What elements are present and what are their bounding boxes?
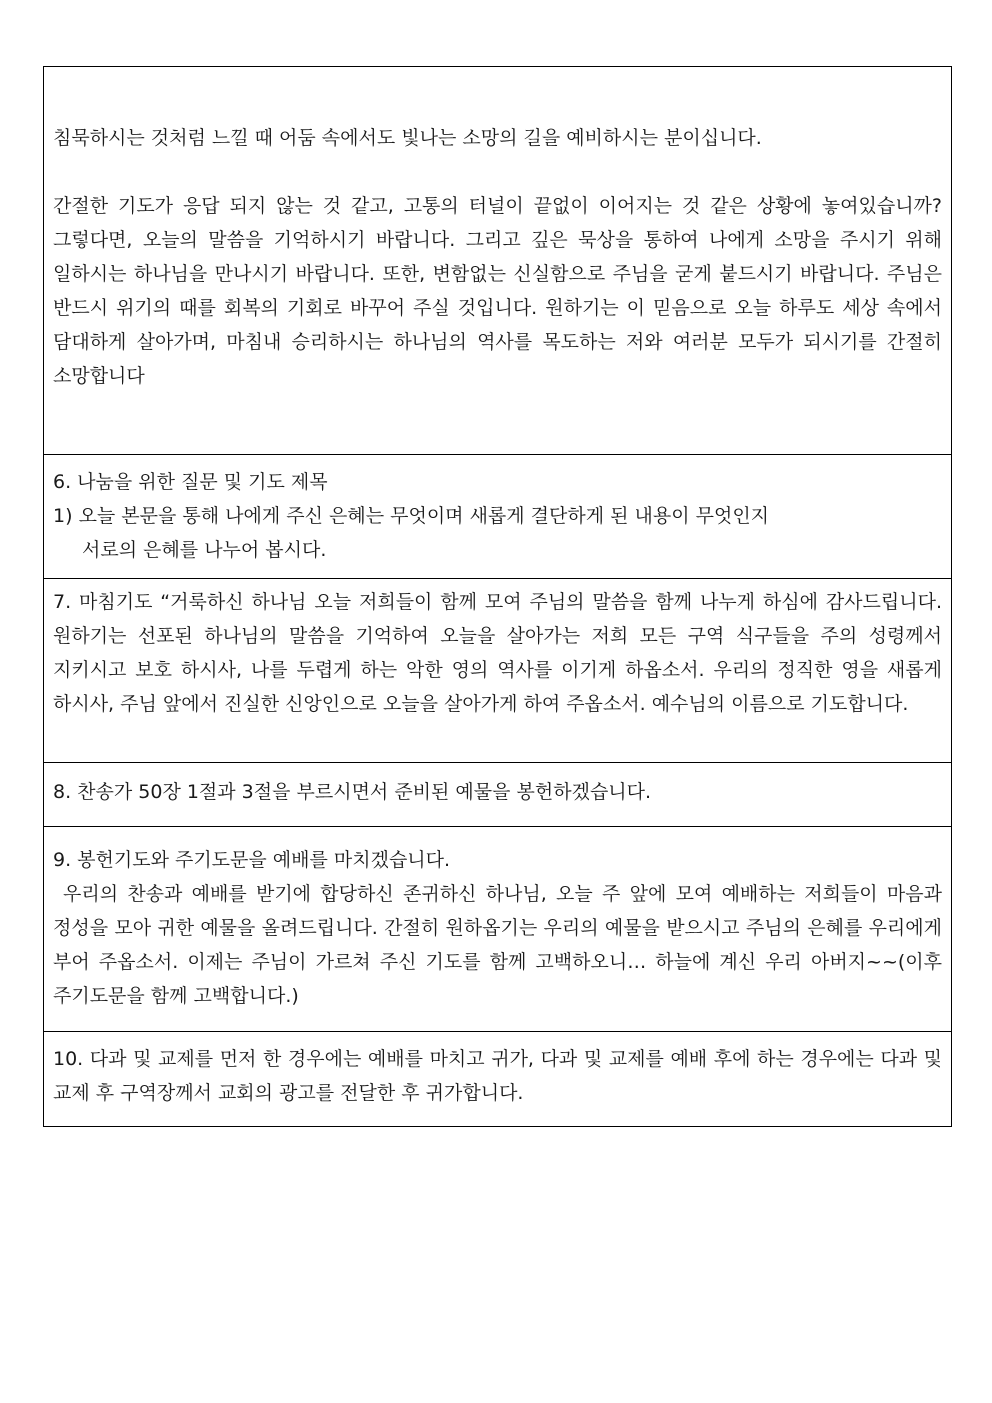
hymn-offering-text: 8. 찬송가 50장 1절과 3절을 부르시면서 준비된 예물을 봉헌하겠습니다. (53, 781, 652, 803)
offering-prayer-cell (44, 826, 951, 1031)
closing-prayer-text: 7. 마침기도 “거룩하신 하나님 오늘 저희들이 함께 모여 주님의 말씀을 함께 나누게 하심에 감사드립니다. 원하기는 선포된 하나님의 말씀을 기억하여 오늘을 살아가는 저희 모든 구역 식구들을 주의 성령께서 지키시고 보호 하시사, 나를 두렵게 하는 악한 영의 역사를 이기게 하옵소서. 우리의 정직한 영을 새롭게 하시사, 주님 앞에서 진실한 신앙인으로 오늘을 살아가게 하여 주옵소서. 예수님의 이름으로 기도합니다. (53, 591, 942, 715)
question-number: 1) (53, 505, 73, 527)
paragraph-gap (53, 155, 942, 189)
worship-guide-table (43, 66, 952, 1127)
sharing-questions-cell (44, 454, 951, 578)
fellowship-cell (44, 1031, 951, 1126)
message-intro-line: 침묵하시는 것처럼 느낄 때 어둠 속에서도 빛나는 소망의 길을 예비하시는 분이십니다. (53, 127, 762, 149)
sharing-question-1 (53, 499, 942, 533)
closing-message-cell (44, 67, 951, 454)
hymn-offering-cell (44, 762, 951, 826)
sharing-heading: 6. 나눔을 위한 질문 및 기도 제목 (53, 471, 328, 493)
message-paragraph: 간절한 기도가 응답 되지 않는 것 같고, 고통의 터널이 끝없이 이어지는 것 같은 상황에 놓여있습니까? 그렇다면, 오늘의 말씀을 기억하시기 바랍니다. 그리고 깊은 묵상을 통하여 나에게 소망을 주시기 위해 일하시는 하나님을 만나시기 바랍니다. 또한, 변함없는 신실함으로 주님을 굳게 붙드시기 바랍니다. 주님은 반드시 위기의 때를 회복의 기회로 바꾸어 주실 것입니다. 원하기는 이 믿음으로 오늘 하루도 세상 속에서 담대하게 살아가며, 마침내 승리하시는 하나님의 역사를 목도하는 저와 여러분 모두가 되시기를 간절히 소망합니다 (53, 195, 942, 387)
offering-prayer-heading: 9. 봉헌기도와 주기도문을 예배를 마치겠습니다. (53, 849, 451, 871)
offering-prayer-text: 우리의 찬송과 예배를 받기에 합당하신 존귀하신 하나님, 오늘 주 앞에 모여 예배하는 저희들이 마음과 정성을 모아 귀한 예물을 올려드립니다. 간절히 원하옵기는 우리의 예물을 받으시고 주님의 은혜를 우리에게 부어 주옵소서. 이제는 주님이 가르쳐 주신 기도를 함께 고백하오니… 하늘에 계신 우리 아버지~~(이후 주기도문을 함께 고백합니다.) (53, 883, 942, 1007)
sharing-question-1-continued: 서로의 은혜를 나누어 봅시다. (82, 539, 327, 561)
question-text: 오늘 본문을 통해 나에게 주신 은혜는 무엇이며 새롭게 결단하게 된 내용이 무엇인지 (78, 505, 770, 527)
closing-prayer-cell (44, 578, 951, 762)
fellowship-text: 10. 다과 및 교제를 먼저 한 경우에는 예배를 마치고 귀가, 다과 및 교제를 예배 후에 하는 경우에는 다과 및 교제 후 구역장께서 교회의 광고를 전달한 후 귀가합니다. (53, 1048, 942, 1104)
